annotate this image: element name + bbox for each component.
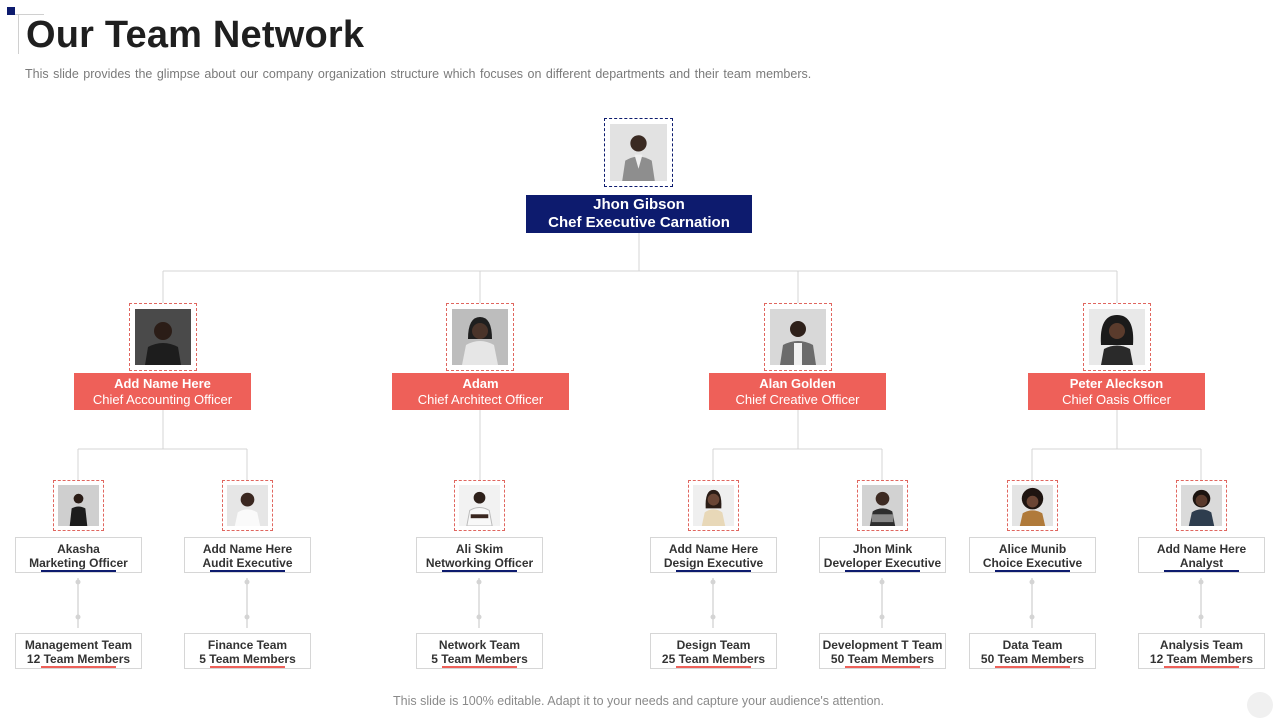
team-underline bbox=[1164, 666, 1239, 668]
member-name: Add Name Here bbox=[1156, 542, 1247, 556]
member-role: Audit Executive bbox=[202, 556, 293, 570]
officer-role: Chief Oasis Officer bbox=[1062, 392, 1171, 407]
member-photo-networking bbox=[454, 480, 505, 531]
officer-photo-oasis bbox=[1083, 303, 1151, 371]
officer-box-accounting bbox=[74, 373, 251, 410]
team-count: 12 Team Members bbox=[26, 652, 131, 666]
corner-circle-icon bbox=[1247, 692, 1273, 718]
member-photo-marketing bbox=[53, 480, 104, 531]
team-name: Development T Team bbox=[822, 638, 943, 652]
team-name: Design Team bbox=[676, 638, 751, 652]
team-underline bbox=[442, 666, 517, 668]
officer-photo-architect bbox=[446, 303, 514, 371]
team-count: 50 Team Members bbox=[830, 652, 935, 666]
officer-photo-accounting bbox=[129, 303, 197, 371]
officer-role: Chief Creative Officer bbox=[735, 392, 860, 407]
officer-name: Peter Aleckson bbox=[1069, 376, 1164, 391]
team-underline bbox=[676, 666, 751, 668]
member-box-networking bbox=[416, 537, 543, 573]
ceo-photo bbox=[604, 118, 673, 187]
member-box-analyst bbox=[1138, 537, 1265, 573]
member-photo-developer bbox=[857, 480, 908, 531]
team-underline bbox=[41, 666, 116, 668]
member-photo-analyst bbox=[1176, 480, 1227, 531]
team-count: 5 Team Members bbox=[431, 652, 528, 666]
member-box-design bbox=[650, 537, 777, 573]
member-underline bbox=[442, 570, 517, 572]
member-photo-choice bbox=[1007, 480, 1058, 531]
member-underline bbox=[1164, 570, 1239, 572]
member-role: Developer Executive bbox=[823, 556, 942, 570]
team-box-network bbox=[416, 633, 543, 669]
team-name: Data Team bbox=[1002, 638, 1063, 652]
officer-name: Add Name Here bbox=[114, 376, 211, 391]
officer-role: Chief Accounting Officer bbox=[92, 392, 233, 407]
team-name: Analysis Team bbox=[1159, 638, 1244, 652]
ceo-name: Jhon Gibson bbox=[593, 196, 685, 213]
member-photo-design bbox=[688, 480, 739, 531]
officer-box-creative bbox=[709, 373, 886, 410]
team-underline bbox=[845, 666, 920, 668]
officer-photo-creative bbox=[764, 303, 832, 371]
team-count: 50 Team Members bbox=[980, 652, 1085, 666]
team-name: Network Team bbox=[438, 638, 521, 652]
member-name: Add Name Here bbox=[668, 542, 759, 556]
member-box-choice bbox=[969, 537, 1096, 573]
page-title: Our Team Network bbox=[26, 14, 365, 56]
member-name: Jhon Mink bbox=[852, 542, 913, 556]
member-box-marketing bbox=[15, 537, 142, 573]
team-count: 5 Team Members bbox=[199, 652, 296, 666]
team-box-analysis bbox=[1138, 633, 1265, 669]
officer-name: Alan Golden bbox=[759, 376, 836, 391]
team-count: 25 Team Members bbox=[661, 652, 766, 666]
team-name: Finance Team bbox=[207, 638, 288, 652]
team-box-design bbox=[650, 633, 777, 669]
footer-note: This slide is 100% editable. Adapt it to your needs and capture your audience's attention. bbox=[393, 694, 884, 708]
member-underline bbox=[995, 570, 1070, 572]
team-box-finance bbox=[184, 633, 311, 669]
ceo-role: Chef Executive Carnation bbox=[548, 214, 730, 231]
officer-name: Adam bbox=[462, 376, 499, 391]
member-name: Alice Munib bbox=[998, 542, 1067, 556]
officer-role: Chief Architect Officer bbox=[417, 392, 544, 407]
member-underline bbox=[845, 570, 920, 572]
member-role: Networking Officer bbox=[425, 556, 534, 570]
member-underline bbox=[210, 570, 285, 572]
member-role: Marketing Officer bbox=[29, 556, 128, 570]
member-name: Ali Skim bbox=[455, 542, 504, 556]
team-underline bbox=[995, 666, 1070, 668]
member-box-audit bbox=[184, 537, 311, 573]
page-subtitle: This slide provides the glimpse about our company organization structure which focuses on different departments and their team members. bbox=[25, 67, 812, 81]
team-box-management bbox=[15, 633, 142, 669]
team-name: Management Team bbox=[24, 638, 133, 652]
member-name: Add Name Here bbox=[202, 542, 293, 556]
team-count: 12 Team Members bbox=[1149, 652, 1254, 666]
member-role: Choice Executive bbox=[982, 556, 1083, 570]
team-box-data bbox=[969, 633, 1096, 669]
member-name: Akasha bbox=[57, 542, 100, 556]
team-underline bbox=[210, 666, 285, 668]
member-box-developer bbox=[819, 537, 946, 573]
member-role: Design Executive bbox=[663, 556, 764, 570]
member-underline bbox=[41, 570, 116, 572]
member-photo-audit bbox=[222, 480, 273, 531]
team-box-development bbox=[819, 633, 946, 669]
officer-box-oasis bbox=[1028, 373, 1205, 410]
member-role: Analyst bbox=[1179, 556, 1224, 570]
member-underline bbox=[676, 570, 751, 572]
officer-box-architect bbox=[392, 373, 569, 410]
ceo-title-box bbox=[526, 195, 752, 233]
